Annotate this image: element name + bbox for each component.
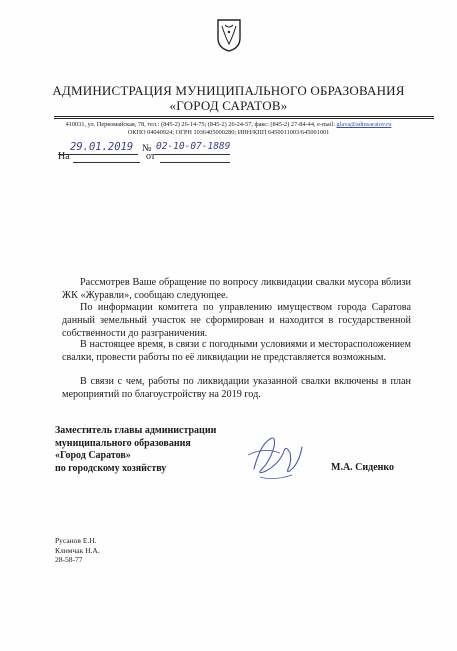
contact-line [0, 121, 457, 128]
org-name-line2: «ГОРОД САРАТОВ» [169, 98, 288, 113]
signatory-title-line: Заместитель главы администрации [55, 425, 217, 436]
header-divider [54, 116, 434, 117]
body-paragraph: Рассмотрев Ваше обращение по вопросу ликвидации свалки мусора вблизи ЖК «Журавли», сообщаю следующее. [62, 277, 411, 301]
signatory-title-line: по городскому хозяйству [55, 462, 167, 474]
executor-name: Климчак Н.А. [55, 545, 100, 555]
number-field-line [155, 154, 230, 155]
date-field-line [58, 154, 138, 155]
reference-on-label: На [58, 151, 70, 162]
executor-phone: 28-58-77 [55, 555, 83, 565]
signatory-name: М.А. Сиденко [331, 462, 395, 473]
saratov-coat-of-arms-icon [216, 18, 242, 52]
reference-number-line [73, 162, 140, 163]
signatory-title-line: «Город Саратов» [55, 450, 131, 462]
body-paragraph: В связи с чем, работы по ликвидации указанной свалки включены в план мероприятий по благоустройству на 2019 год. [62, 376, 411, 400]
executor-info [55, 536, 100, 565]
handwritten-signature [240, 425, 312, 487]
handwritten-date: 29.01.2019 [70, 141, 134, 153]
signatory-title [55, 425, 216, 475]
org-name-line1: АДМИНИСТРАЦИЯ МУНИЦИПАЛЬНОГО ОБРАЗОВАНИЯ [52, 83, 405, 98]
handwritten-number: 02-10-07-1889 [156, 141, 231, 152]
reference-from-label: от [146, 151, 156, 162]
reference-date-line [160, 162, 230, 163]
contact-email-link[interactable]: glava@admsaratov.ru [336, 121, 392, 128]
registry-codes: ОКПО 04040924; ОГРН 1036405000280; ИНН/КПП 6450011003/645001001 [127, 129, 330, 136]
body-paragraph: По информации комитета по управлению имуществом города Саратова данный земельный участок не сформирован и находится в государственной собственности до разграничения. [62, 302, 411, 339]
contact-address: 410031, ул. Первомайская, 78, тел.: (845-2) 26-14-75; (845-2) 26-24-57, факс: (845-2) 27-84-44, e-mail: [65, 121, 335, 128]
number-label: № [142, 143, 152, 154]
signatory-title-line: муниципального образования [55, 437, 191, 449]
body-paragraph: В настоящее время, в связи с погодными условиями и месторасположением свалки, провести работы по её ликвидации не представляется возможным. [62, 339, 411, 363]
header-divider-thin [54, 118, 434, 119]
executor-name: Русанов Е.Н. [55, 536, 97, 545]
